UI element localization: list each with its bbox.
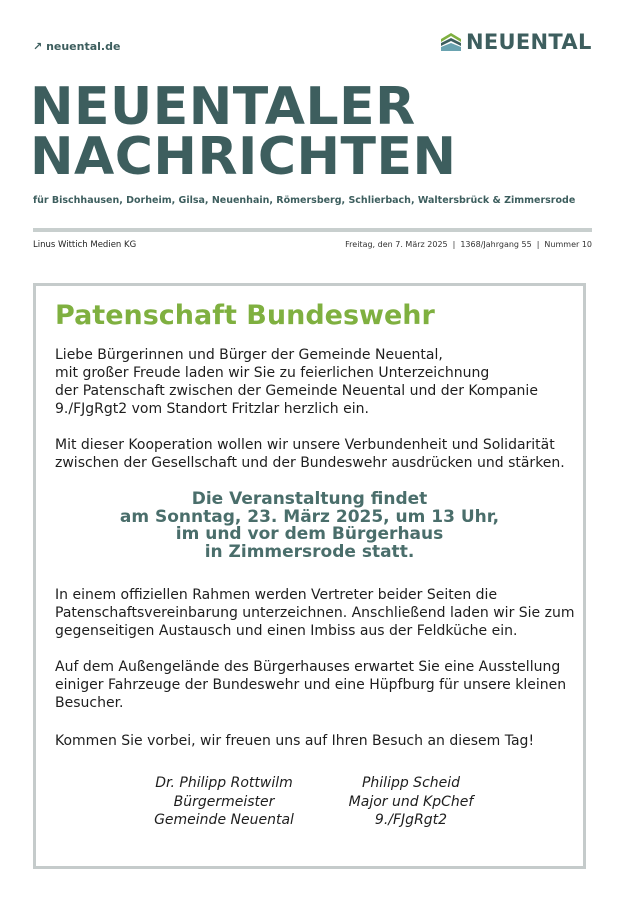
text-line: zwischen der Gesellschaft und der Bundeswehr ausdrücken und stärken. [55,455,565,471]
issue-info [345,240,592,249]
paragraph-closing [55,732,534,750]
signature-commander [336,774,486,830]
landscape-logo-icon [441,33,461,51]
logo-text: NEUENTAL [466,30,592,54]
masthead-line-2: NACHRICHTEN [30,127,457,187]
text-line: der Patenschaft zwischen der Gemeinde Neuental und der Kompanie [55,383,538,399]
text-line: In einem offiziellen Rahmen werden Vertreter beider Seiten die [55,587,498,603]
paragraph-exhibition [55,658,566,712]
text-line: mit großer Freude laden wir Sie zu feierlichen Unterzeichnung [55,365,490,381]
text-line: Patenschaftsvereinbarung unterzeichnen. Anschließend laden wir Sie zum [55,605,575,621]
masthead-line-1: NEUENTALER [30,77,416,137]
event-line: im und vor dem Bürgerhaus [175,524,444,544]
issue-date: Freitag, den 7. März 2025 [345,240,448,249]
text-line: einiger Fahrzeuge der Bundeswehr und eine Hüpfburg für unsere kleinen [55,677,567,693]
event-details [36,491,583,561]
text-line: 9./FJgRgt2 vom Standort Fritzlar herzlich ein. [55,401,369,417]
text-line: Liebe Bürgerinnen und Bürger der Gemeinde Neuental, [55,347,443,363]
paragraph-ceremony [55,586,574,640]
text-line: Kommen Sie vorbei, wir freuen uns auf Ihren Besuch an diesem Tag! [55,733,535,749]
site-link-text: neuental.de [46,40,121,53]
event-line: in Zimmersrode statt. [204,541,415,562]
text-line: Besucher. [55,695,124,711]
issue-number: Nummer 10 [544,240,592,249]
issue-separator: | [452,240,456,249]
text-line: Auf dem Außengelände des Bürgerhauses erwartet Sie eine Ausstellung [55,659,561,675]
signature-role: Major und KpChef [348,793,474,810]
article-headline: Patenschaft Bundeswehr [55,300,435,331]
text-line: gegenseitigen Austausch und einen Imbiss aus der Feldküche ein. [55,623,518,639]
signature-org: 9./FJgRgt2 [374,812,448,828]
event-line: am Sonntag, 23. März 2025, um 13 Uhr, [119,506,500,527]
paragraph-invitation [55,346,538,418]
masthead-subtitle: für Bischhausen, Dorheim, Gilsa, Neuenhain, Römersberg, Schlierbach, Waltersbrück & Zimmersrode [33,195,576,206]
signature-role: Bürgermeister [173,793,275,810]
header-divider [33,228,592,232]
arrow-up-right-icon: ↗ [33,40,43,53]
issue-volume: 1368/Jahrgang 55 [460,240,532,249]
signature-org: Gemeinde Neuental [154,812,294,828]
issue-separator: | [536,240,540,249]
text-line: Mit dieser Kooperation wollen wir unsere Verbundenheit und Solidarität [55,437,555,453]
paragraph-cooperation [55,436,565,472]
signature-name: Philipp Scheid [361,775,461,791]
publisher: Linus Wittich Medien KG [33,240,137,250]
article-box [33,283,586,869]
event-line: Die Veranstaltung findet [191,489,428,509]
masthead [30,77,457,187]
signature-name: Dr. Philipp Rottwilm [155,775,293,791]
site-link[interactable] [33,40,120,53]
signature-mayor [144,774,304,830]
neuental-logo [441,30,592,54]
